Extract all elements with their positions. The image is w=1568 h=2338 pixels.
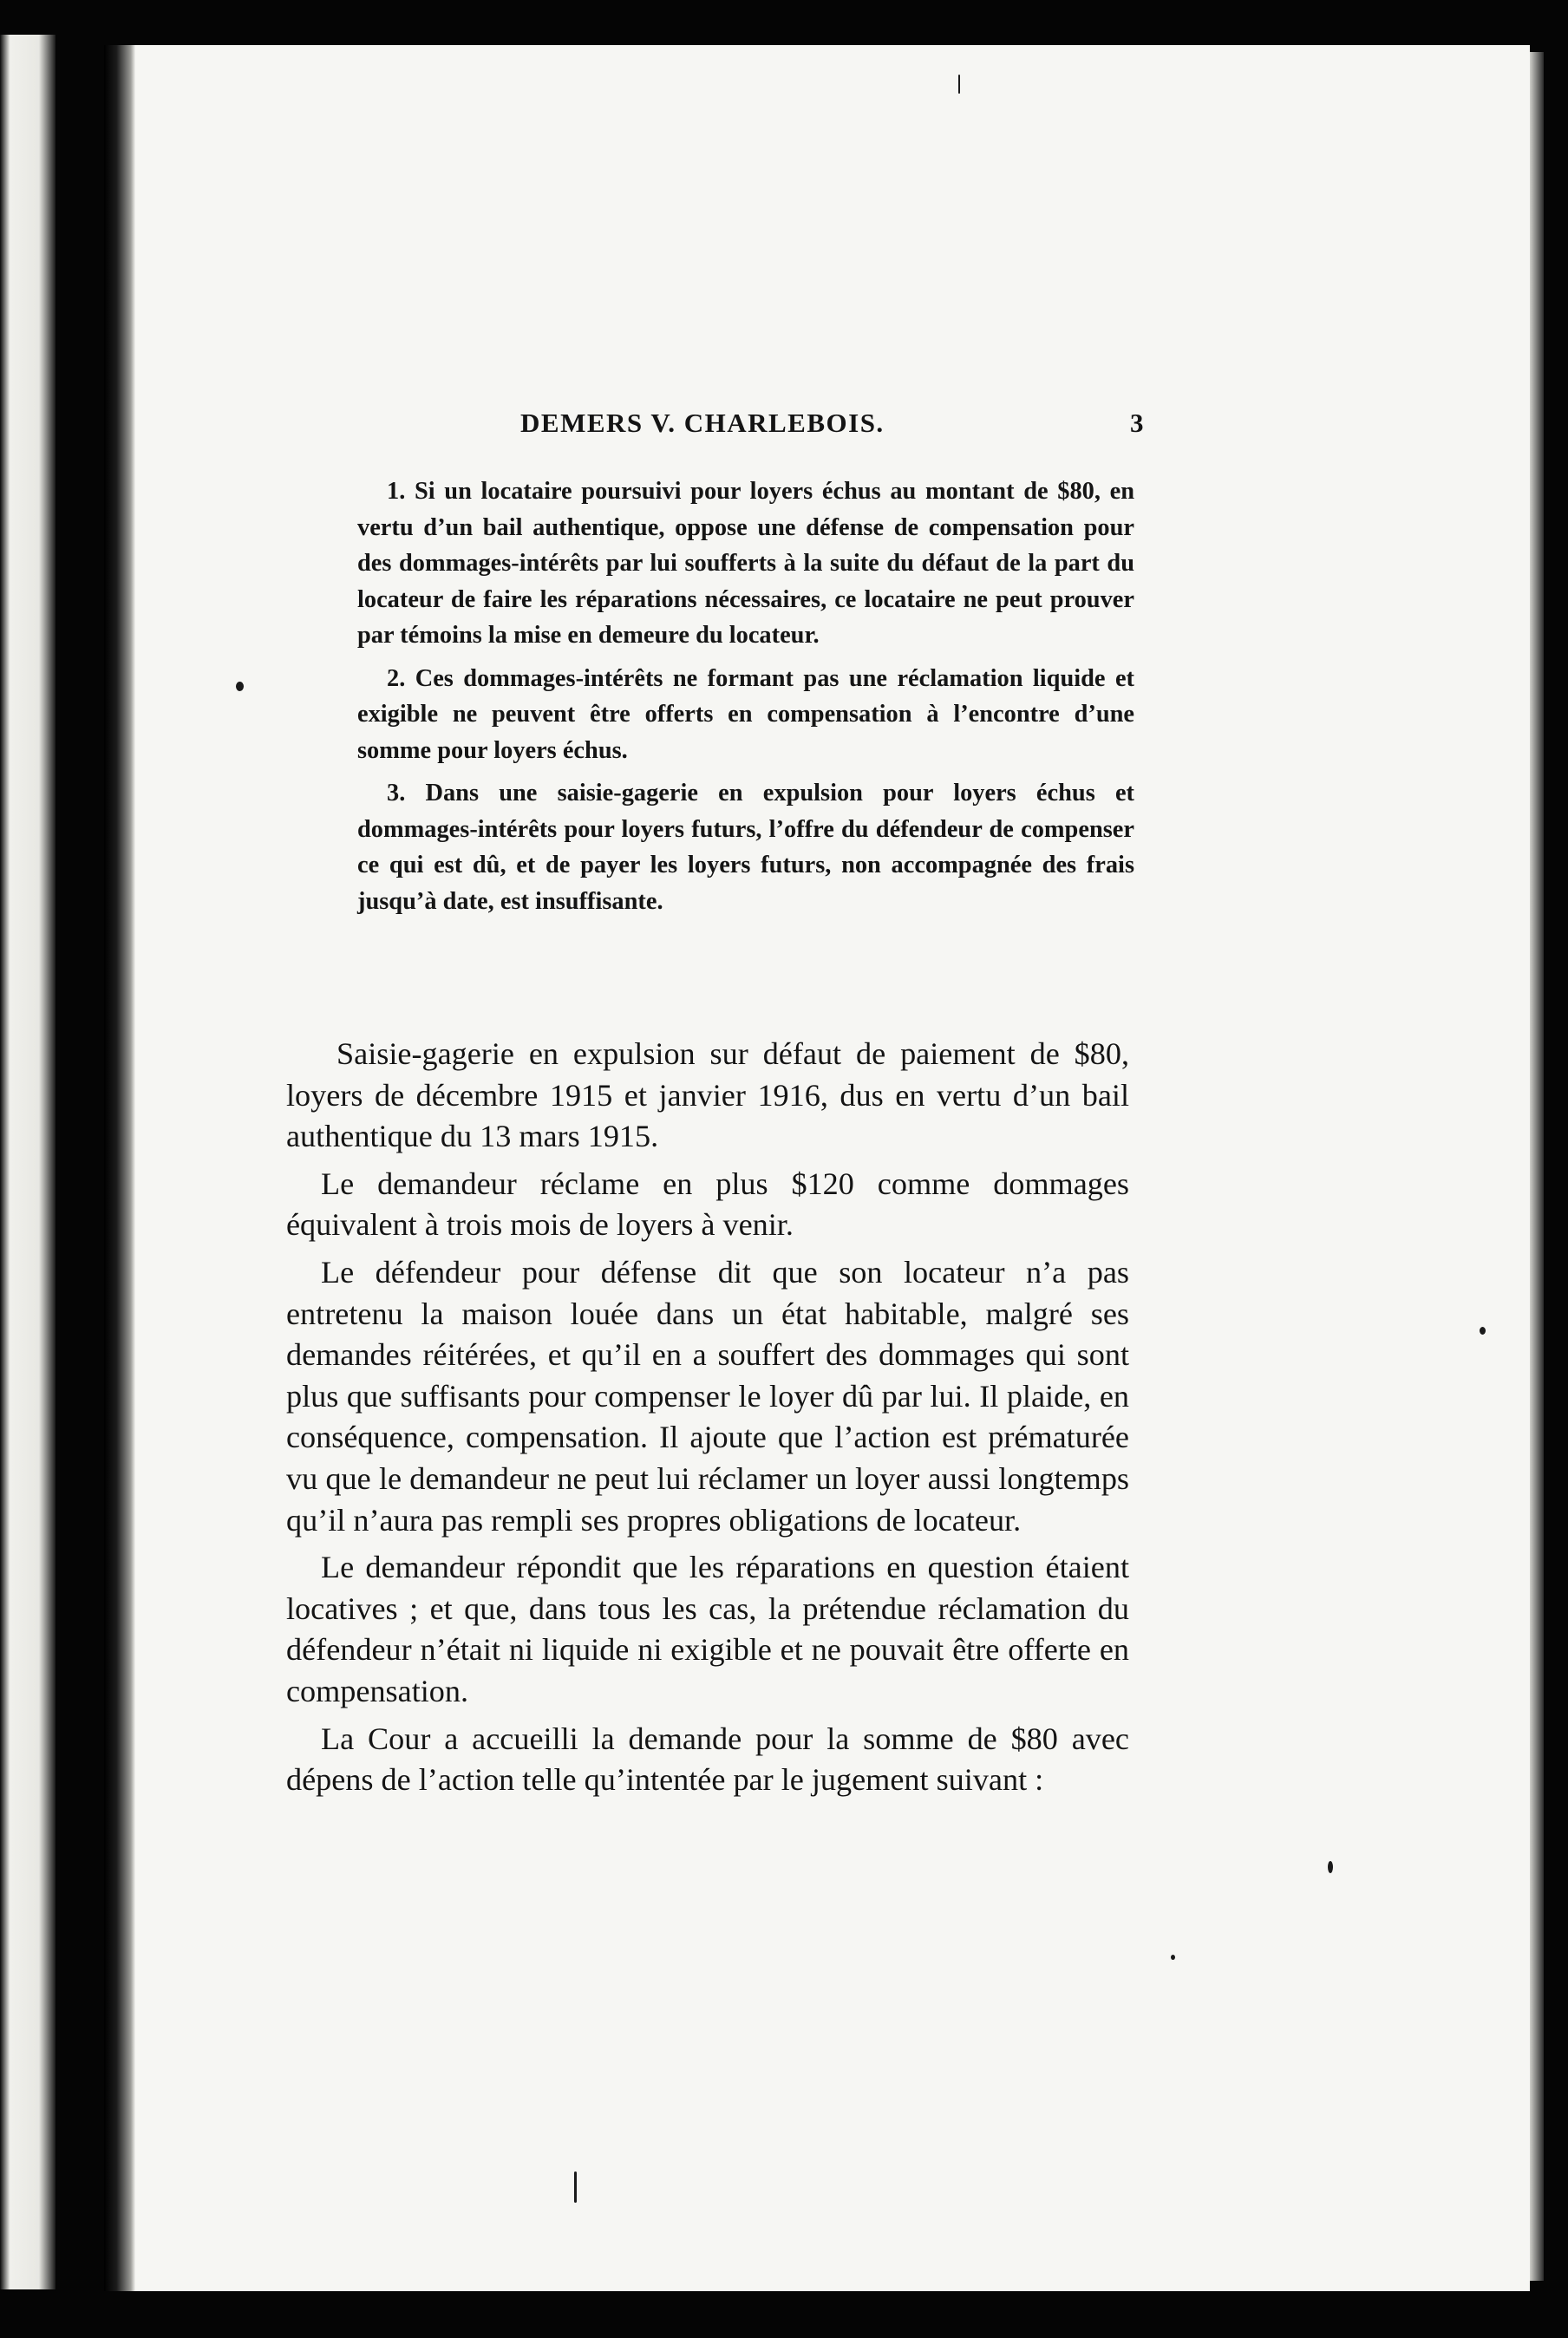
body-paragraph-2: Le demandeur réclame en plus $120 comme dommages équivalent à trois mois de loyers à venir. xyxy=(286,1166,1129,1243)
page-edge xyxy=(1530,52,1544,2281)
headnote-3: 3. Dans une saisie-gagerie en expulsion pour loyers échus et dommages-intérêts pour loyers futurs, l’offre du défendeur de compenser ce qui est dû, et de payer les loyers futurs, non accompagnée des frais jusqu’à date, est insuffisante. xyxy=(357,780,1134,915)
body-paragraph-1: Saisie-gagerie en expulsion sur défaut de paiement de $80, loyers de décembre 1915 et janvier 1916, dus en vertu d’un bail authentique du 13 mars 1915. xyxy=(286,1036,1129,1154)
scan-speck xyxy=(1171,1955,1175,1960)
scan-speck xyxy=(958,75,960,94)
headnote-2: 2. Ces dommages-intérêts ne formant pas une réclamation liquide et exigible ne peuvent être offerts en compensation à l’encontre d’une somme pour loyers échus. xyxy=(357,664,1134,764)
spine-shadow xyxy=(104,45,135,2291)
body-paragraph-3: Le défendeur pour défense dit que son locateur n’a pas entretenu la maison louée dans un état habitable, malgré ses demandes réitérées, et qu’il en a souffert des dommages qui sont plus que suffisants pour compenser le loyer dû par lui. Il plaide, en conséquence, compensation. Il ajoute que l’action est prématurée vu que le demandeur ne peut lui réclamer un loyer aussi longtemps qu’il n’aura pas rempli ses propres obligations de locateur. xyxy=(286,1254,1129,1538)
headnote-1: 1. Si un locataire poursuivi pour loyers échus au montant de $80, en vertu d’un bail authentique, oppose une défense de compensation pour des dommages-intérêts par lui soufferts à la suite du défaut de la part du locateur de faire les réparations nécessaires, ce locataire ne peut prouver par témoins la mise en demeure du locateur. xyxy=(357,478,1134,649)
page-number: 3 xyxy=(1130,408,1145,438)
scan-speck xyxy=(236,682,244,691)
headnotes xyxy=(357,473,1134,926)
running-head xyxy=(520,408,1145,449)
body-paragraph-5: La Cour a accueilli la demande pour la somme de $80 avec dépens de l’action telle qu’intentée par le jugement suivant : xyxy=(286,1721,1129,1798)
running-head-title: DEMERS V. CHARLEBOIS. xyxy=(520,408,885,438)
body-text xyxy=(286,1034,1129,1807)
scan-speck xyxy=(1328,1861,1333,1873)
facing-page-edge xyxy=(0,35,56,2289)
scan-speck xyxy=(1480,1327,1486,1335)
scan-speck xyxy=(574,2171,577,2203)
body-paragraph-4: Le demandeur répondit que les réparations en question étaient locatives ; et que, dans tous les cas, la prétendue réclamation du défendeur n’était ni liquide ni exigible et ne pouvait être offerte en compensation. xyxy=(286,1550,1129,1708)
